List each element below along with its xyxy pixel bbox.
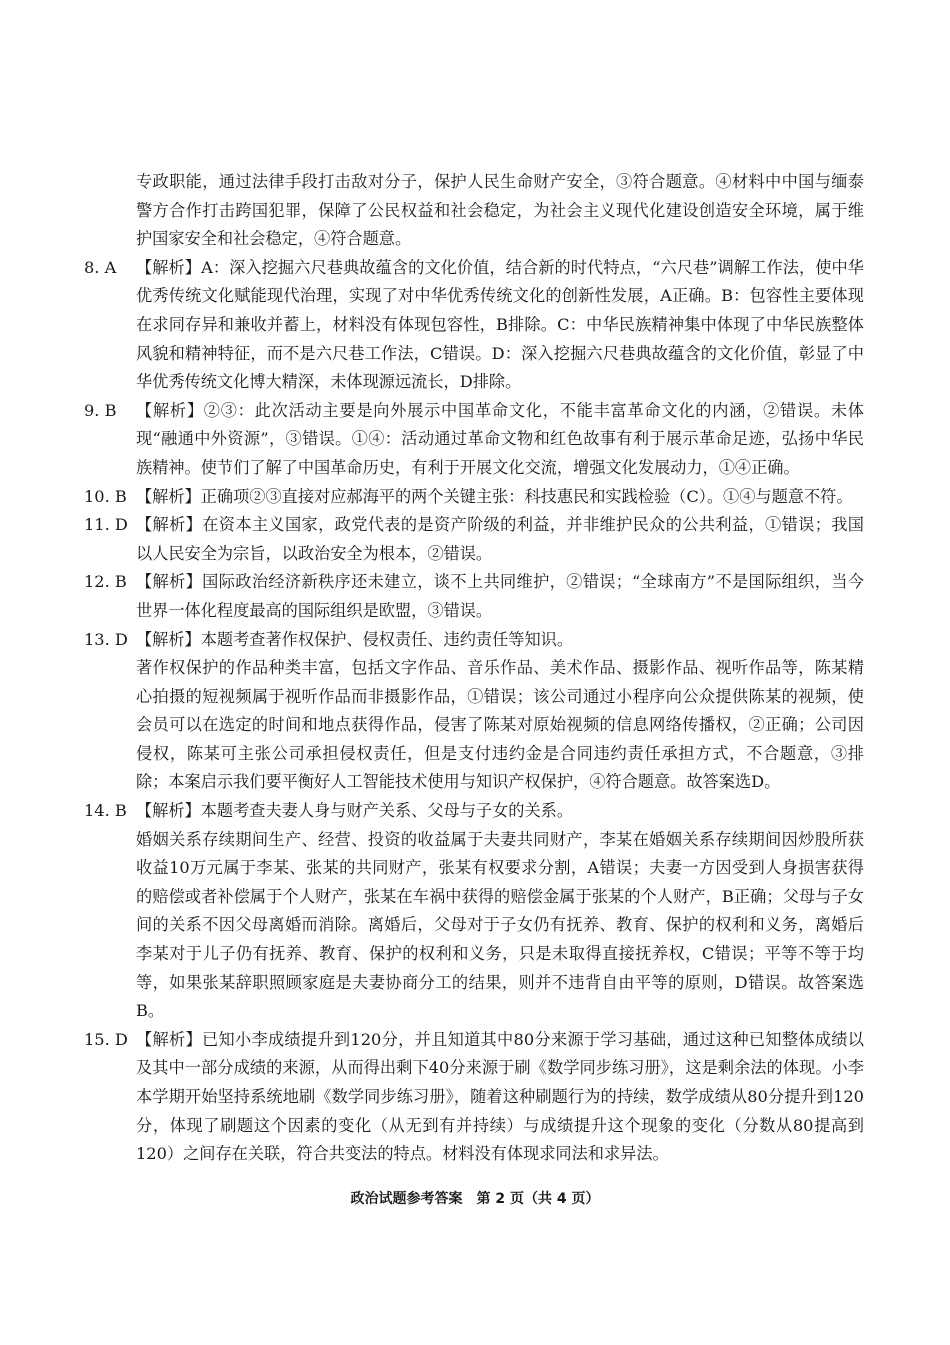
answer-paragraph: 【解析】正确项②③直接对应郝海平的两个关键主张：科技惠民和实践检验（C）。①④与题意不符。: [136, 486, 853, 506]
answer-number: 13. D: [84, 629, 128, 649]
answer-number: 11. D: [84, 515, 128, 535]
answer-paragraph: 著作权保护的作品种类丰富，包括文字作品、音乐作品、美术作品、摄影作品、视听作品等，陈某精心拍摄的短视频属于视听作品而非摄影作品，①错误；该公司通过小程序向公众提供陈某的视频，使会员可以在选定的时间和地点获得作品，侵害了陈某对原始视频的信息网络传播权，②正确；公司因侵权，陈某可主张公司承担侵权责任，但是支付违约金是合同违约责任承担方式，不合题意，③排除；本案启示我们要平衡好人工智能技术使用与知识产权保护，④符合题意。故答案选D。: [136, 658, 864, 792]
page-footer: 政治试题参考答案 第 2 页（共 4 页）: [350, 1191, 600, 1207]
answer-item: [84, 511, 864, 568]
answer-number: 9. B: [84, 400, 117, 420]
answer-items: [84, 254, 864, 1169]
answer-paragraph: 【解析】A：深入挖掘六尺巷典故蕴含的文化价值，结合新的时代特点，“六尺巷”调解工作法，使中华优秀传统文化赋能现代治理，实现了对中华优秀传统文化的创新性发展，A正确。B：包容性主要体现在求同存异和兼收并蓄上，材料没有体现包容性，B排除。C：中华民族精神集中体现了中华民族整体风貌和精神特征，而不是六尺巷工作法，C错误。D：深入挖掘六尺巷典故蕴含的文化价值，彰显了中华优秀传统文化博大精深，未体现源远流长，D排除。: [136, 257, 864, 392]
answer-item: [84, 483, 864, 512]
answer-number: 15. D: [84, 1029, 128, 1049]
answer-item: [84, 797, 864, 1026]
answer-content: [84, 168, 864, 1169]
answer-number: 8. A: [84, 257, 117, 277]
answer-item: [84, 626, 864, 798]
answer-item: [84, 568, 864, 625]
answer-paragraph: 【解析】②③：此次活动主要是向外展示中国革命文化，不能丰富革命文化的内涵，②错误。未体现“融通中外资源”，③错误。①④：活动通过革命文物和红色故事有利于展示革命足迹，弘扬中华民族精神。使节们了解了中国革命历史，有利于开展文化交流，增强文化发展动力，①④正确。: [136, 400, 864, 477]
answer-paragraph: 【解析】在资本主义国家，政党代表的是资产阶级的利益，并非维护民众的公共利益，①错误；我国以人民安全为宗旨，以政治安全为根本，②错误。: [136, 515, 864, 563]
answer-item: [84, 254, 864, 397]
continuation-paragraph: 专政职能，通过法律手段打击敌对分子，保护人民生命财产安全，③符合题意。④材料中中国与缅泰警方合作打击跨国犯罪，保障了公民权益和社会稳定，为社会主义现代化建设创造安全环境，属于维护国家安全和社会稳定，④符合题意。: [136, 172, 864, 249]
answer-number: 10. B: [84, 486, 127, 506]
answer-paragraph: 【解析】本题考查夫妻人身与财产关系、父母与子女的关系。: [136, 801, 574, 821]
answer-item: [84, 1026, 864, 1169]
answer-number: 14. B: [84, 801, 127, 821]
answer-number: 12. B: [84, 572, 127, 592]
answer-paragraph: 婚姻关系存续期间生产、经营、投资的收益属于夫妻共同财产，李某在婚姻关系存续期间因炒股所获收益10万元属于李某、张某的共同财产，张某有权要求分割，A错误；夫妻一方因受到人身损害获得的赔偿或者补偿属于个人财产，张某在车祸中获得的赔偿金属于张某的个人财产，B正确；父母与子女间的关系不因父母离婚而消除。离婚后，父母对于子女仍有抚养、教育、保护的权利和义务，离婚后李某对于儿子仍有抚养、教育、保护的权利和义务，只是未取得直接抚养权，C错误；平等不等于均等，如果张某辞职照顾家庭是夫妻协商分工的结果，则并不违背自由平等的原则，D错误。故答案选B。: [136, 829, 864, 1021]
answer-item: [84, 397, 864, 483]
answer-paragraph: 【解析】国际政治经济新秩序还未建立，谈不上共同维护，②错误；“全球南方”不是国际组织，当今世界一体化程度最高的国际组织是欧盟，③错误。: [136, 572, 864, 620]
answer-paragraph: 【解析】本题考查著作权保护、侵权责任、违约责任等知识。: [136, 629, 574, 649]
answer-paragraph: 【解析】已知小李成绩提升到120分，并且知道其中80分来源于学习基础，通过这种已知整体成绩以及其中一部分成绩的来源，从而得出剩下40分来源于刷《数学同步练习册》，这是剩余法的体现。小李本学期开始坚持系统地刷《数学同步练习册》，随着这种刷题行为的持续，数学成绩从80分提升到120分，体现了刷题这个因素的变化（从无到有并持续）与成绩提升这个现象的变化（分数从80提高到120）之间存在关联，符合共变法的特点。材料没有体现求同法和求异法。: [136, 1029, 864, 1164]
